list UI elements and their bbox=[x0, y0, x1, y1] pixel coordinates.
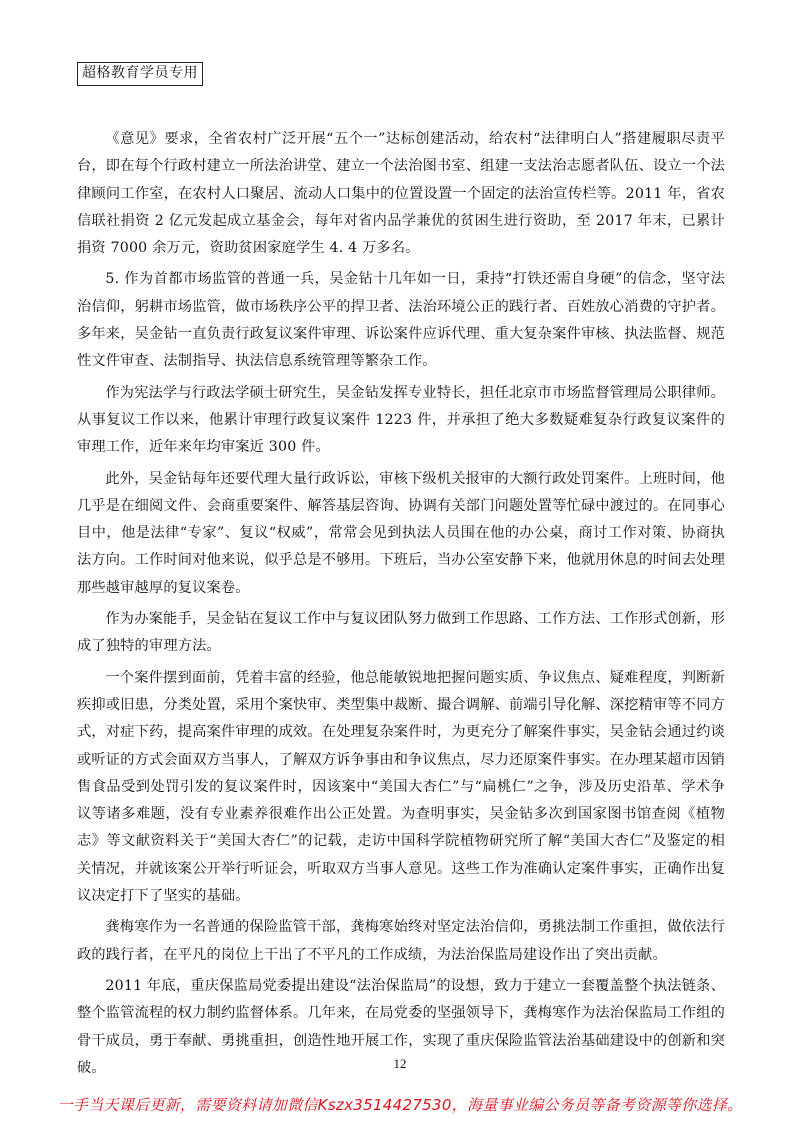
paragraph-7: 龚梅寒作为一名普通的保险监管干部，龚梅寒始终对坚定法治信仰，勇挑法制工作重担，做依法行政的践行者，在平凡的岗位上干出了不平凡的工作成绩，为法治保监局建设作出了突出贡献。 bbox=[77, 919, 725, 963]
paragraph-1: 《意见》要求，全省农村广泛开展“五个一”达标创建活动，给农村“法律明白人”搭建履职尽责平台，即在每个行政村建立一所法治讲堂、建立一个法治图书室、组建一支法治志愿者队伍、设立一个法律顾问工作室，在农村人口聚居、流动人口集中的位置设置一个固定的法治宣传栏等。2011 年，省农信联社捐资 2 亿元发起成立基金会，每年对省内品学兼优的贫困生进行资助，至 2017 年末，已累计捐资 7000 余万元，资助贫困家庭学生 4. 4 万多名。 bbox=[77, 131, 725, 257]
paragraph-8: 2011 年底，重庆保监局党委提出建设“法治保监局”的设想，致力于建立一套覆盖整个执法链条、整个监管流程的权力制约监督体系。几年来，在局党委的坚强领导下，龚梅寒作为法治保监局工作组的骨干成员，勇于奉献、勇挑重担，创造性地开展工作，实现了重庆保险监管法治基础建设中的创新和突破。 bbox=[77, 977, 725, 1076]
document-body bbox=[77, 126, 725, 1086]
paragraph-2: 5. 作为首都市场监管的普通一兵，吴金钻十几年如一日，秉持“打铁还需自身硬”的信念，坚守法治信仰，躬耕市场监管，做市场秩序公平的捍卫者、法治环境公正的践行者、百姓放心消费的守护者。多年来，吴金钻一直负责行政复议案件审理、诉讼案件应诉代理、重大复杂案件审核、执法监督、规范性文件审查、法制指导、执法信息系统管理等繁杂工作。 bbox=[77, 271, 725, 370]
header-tag: 超格教育学员专用 bbox=[77, 62, 203, 86]
paragraph-5: 作为办案能手，吴金钻在复议工作中与复议团队努力做到工作思路、工作方法、工作形式创新，形成了独特的审理方法。 bbox=[77, 611, 725, 655]
page-number: 12 bbox=[393, 1056, 407, 1071]
paragraph-3: 作为宪法学与行政法学硕士研究生，吴金钻发挥专业特长，担任北京市市场监督管理局公职律师。从事复议工作以来，他累计审理行政复议案件 1223 件，并承担了绝大多数疑难复杂行政复议案件的审理工作，近年来年均审案近 300 件。 bbox=[77, 384, 725, 456]
paragraph-4: 此外，吴金钻每年还要代理大量行政诉讼，审核下级机关报审的大额行政处罚案件。上班时间，他几乎是在细阅文件、会商重要案件、解答基层咨询、协调有关部门问题处置等忙碌中渡过的。在同事心目中，他是法律“专家”、复议“权威”，常常会见到执法人员围在他的办公桌，商讨工作对策、协商执法方向。工作时间对他来说，似乎总是不够用。下班后，当办公室安静下来，他就用休息的时间去处理那些越审越厚的复议案卷。 bbox=[77, 470, 725, 596]
footer-ad-text: 一手当天课后更新，需要资料请加微信Kszx3514427530，海量事业编公务员等备考资源等你选择。 bbox=[57, 1096, 743, 1114]
paragraph-6: 一个案件摆到面前，凭着丰富的经验，他总能敏锐地把握问题实质、争议焦点、疑难程度，判断新疾抑或旧患，分类处置，采用个案快审、类型集中裁断、撮合调解、前端引导化解、深挖精审等不同方式，对症下药，提高案件审理的成效。在处理复杂案件时，为更充分了解案件事实，吴金钻会通过约谈或听证的方式会面双方当事人，了解双方诉争事由和争议焦点，尽力还原案件事实。在办理某超市因销售食品受到处罚引发的复议案件时，因该案中“美国大杏仁”与“扁桃仁”之争，涉及历史沿革、学术争议等诸多难题，没有专业素养很难作出公正处置。为查明事实，吴金钻多次到国家图书馆查阅《植物志》等文献资料关于“美国大杏仁”的记载，走访中国科学院植物研究所了解“美国大杏仁”及鉴定的相关情况，并就该案公开举行听证会，听取双方当事人意见。这些工作为准确认定案件事实，正确作出复议决定打下了坚实的基础。 bbox=[77, 669, 725, 905]
